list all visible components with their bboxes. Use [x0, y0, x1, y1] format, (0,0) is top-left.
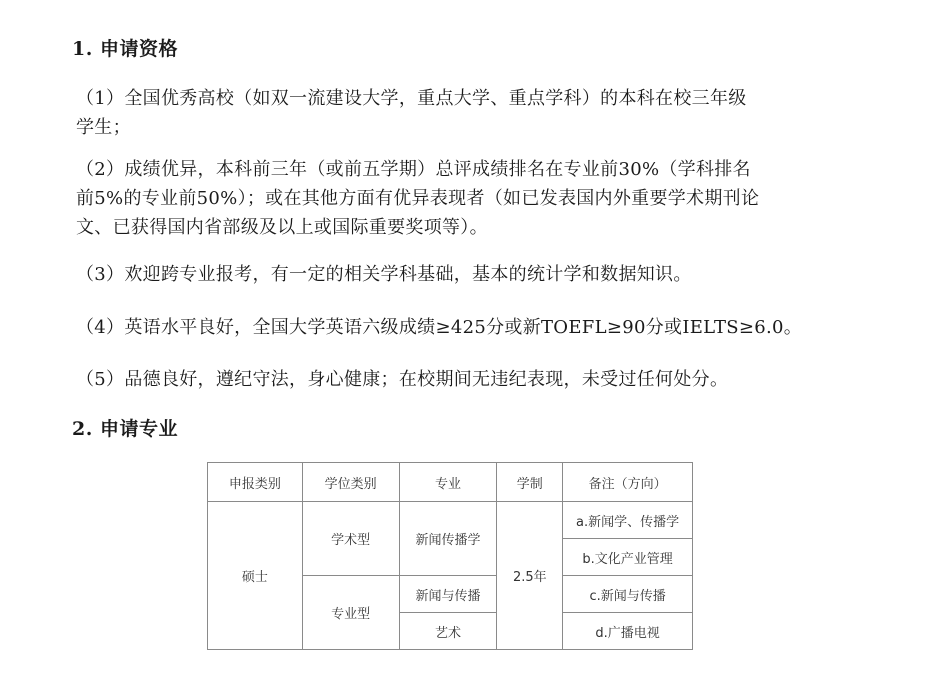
direction-cell: a.新闻学、传播学 [563, 502, 693, 539]
direction-cell: b.文化产业管理 [563, 539, 693, 576]
majors-table [207, 462, 693, 650]
degree-type-cell: 学术型 [302, 502, 399, 576]
table-header-cell: 备注（方向） [563, 463, 693, 502]
section-1-heading: 1. 申请资格 [72, 38, 178, 60]
degree-type-cell: 专业型 [302, 576, 399, 650]
table-header-cell: 专业 [399, 463, 497, 502]
table-header-cell: 学位类别 [302, 463, 399, 502]
direction-cell: c.新闻与传播 [563, 576, 693, 613]
eligibility-item-2-line: 前5%的专业前50%）；或在其他方面有优异表现者（如已发表国内外重要学术期刊论 [76, 188, 760, 209]
direction-cell: d.广播电视 [563, 613, 693, 650]
section-2-heading: 2. 申请专业 [72, 418, 178, 440]
eligibility-item-4-line: （4）英语水平良好，全国大学英语六级成绩≥425分或新TOEFL≥90分或IELTS≥6.0。 [76, 317, 803, 338]
eligibility-item-5-line: （5）品德良好，遵纪守法，身心健康；在校期间无违纪表现，未受过任何处分。 [76, 369, 729, 390]
table-row [208, 502, 693, 539]
table-header-cell: 学制 [497, 463, 563, 502]
major-cell: 新闻与传播 [399, 576, 497, 613]
major-cell: 艺术 [399, 613, 497, 650]
eligibility-item-5 [76, 365, 876, 394]
table-header-cell: 申报类别 [208, 463, 303, 502]
eligibility-item-4 [76, 313, 876, 342]
eligibility-item-2 [76, 155, 876, 242]
table-header-row [208, 463, 693, 502]
eligibility-item-2-line: 文、已获得国内省部级及以上或国际重要奖项等）。 [76, 217, 488, 238]
duration-cell: 2.5年 [497, 502, 563, 650]
eligibility-item-3-line: （3）欢迎跨专业报考，有一定的相关学科基础，基本的统计学和数据知识。 [76, 264, 692, 285]
category-cell: 硕士 [208, 502, 303, 650]
eligibility-item-2-line: （2）成绩优异，本科前三年（或前五学期）总评成绩排名在专业前30%（学科排名 [76, 159, 751, 180]
eligibility-item-1 [76, 84, 876, 142]
eligibility-item-3 [76, 260, 876, 289]
major-cell: 新闻传播学 [399, 502, 497, 576]
eligibility-item-1-line: 学生； [76, 117, 131, 138]
eligibility-item-1-line: （1）全国优秀高校（如双一流建设大学，重点大学、重点学科）的本科在校三年级 [76, 88, 747, 109]
